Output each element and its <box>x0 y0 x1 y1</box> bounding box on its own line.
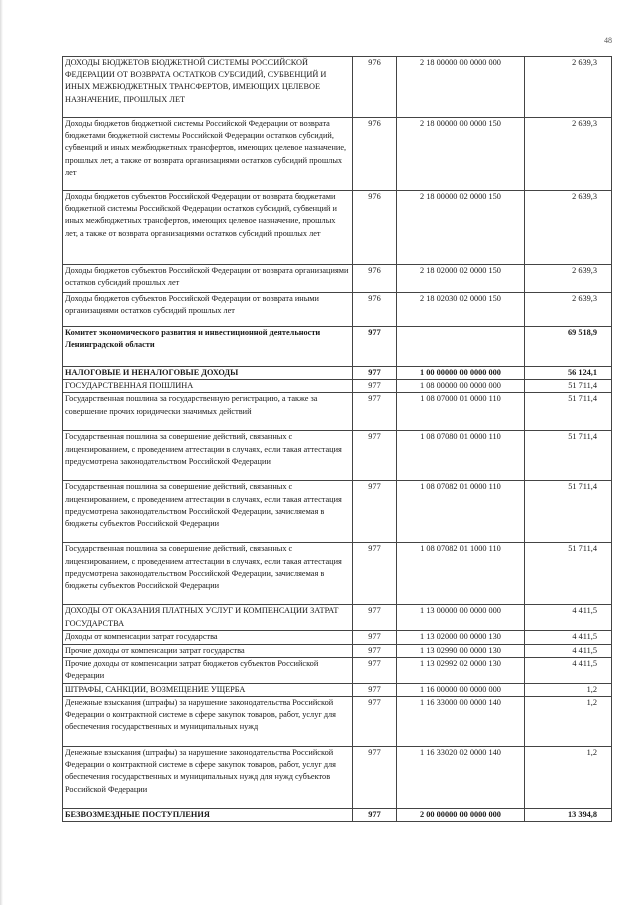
row-amount: 2 639,3 <box>525 191 612 265</box>
row-budget-code: 1 00 00000 00 0000 000 <box>397 367 525 380</box>
row-budget-code: 1 08 07082 01 0000 110 <box>397 481 525 543</box>
table-row <box>63 380 612 393</box>
row-amount: 1,2 <box>525 697 612 747</box>
row-amount: 69 518,9 <box>525 327 612 367</box>
table-row <box>63 265 612 293</box>
row-description: Доходы от компенсации затрат государства <box>63 631 353 644</box>
row-admin-code: 977 <box>353 481 397 543</box>
row-admin-code: 977 <box>353 683 397 696</box>
row-admin-code: 977 <box>353 644 397 657</box>
row-amount: 2 639,3 <box>525 265 612 293</box>
row-budget-code: 1 13 02992 02 0000 130 <box>397 657 525 683</box>
row-amount: 2 639,3 <box>525 57 612 118</box>
table-row <box>63 393 612 431</box>
row-budget-code: 2 18 00000 00 0000 150 <box>397 118 525 191</box>
row-description: Доходы бюджетов бюджетной системы Российской Федерации от возврата бюджетами бюджетной системы Российской Федерации остатков субсидий, субвенций и иных межбюджетных трансфертов, имеющих целевое назначение, прошлых лет, а также от возврата организациями остатков субсидий прошлых лет <box>63 118 353 191</box>
row-amount: 51 711,4 <box>525 431 612 481</box>
row-description: НАЛОГОВЫЕ И НЕНАЛОГОВЫЕ ДОХОДЫ <box>63 367 353 380</box>
table-row <box>63 657 612 683</box>
table-row <box>63 327 612 367</box>
row-budget-code: 1 16 00000 00 0000 000 <box>397 683 525 696</box>
table-row <box>63 697 612 747</box>
row-description: Государственная пошлина за государственную регистрацию, а также за совершение прочих юридически значимых действий <box>63 393 353 431</box>
table-row <box>63 431 612 481</box>
row-budget-code: 1 13 00000 00 0000 000 <box>397 605 525 631</box>
row-admin-code: 977 <box>353 631 397 644</box>
revenue-table-container <box>62 56 612 822</box>
row-admin-code: 977 <box>353 327 397 367</box>
row-budget-code: 1 08 07080 01 0000 110 <box>397 431 525 481</box>
revenue-table <box>62 56 612 822</box>
row-amount: 4 411,5 <box>525 644 612 657</box>
row-budget-code: 1 13 02000 00 0000 130 <box>397 631 525 644</box>
table-row <box>63 481 612 543</box>
row-description: Прочие доходы от компенсации затрат бюджетов субъектов Российской Федерации <box>63 657 353 683</box>
row-amount: 4 411,5 <box>525 605 612 631</box>
row-description: Доходы бюджетов субъектов Российской Федерации от возврата иными организациями остатков субсидий прошлых лет <box>63 293 353 327</box>
row-admin-code: 977 <box>353 809 397 822</box>
row-budget-code: 1 08 07000 01 0000 110 <box>397 393 525 431</box>
row-admin-code: 977 <box>353 367 397 380</box>
row-amount: 13 394,8 <box>525 809 612 822</box>
table-row <box>63 293 612 327</box>
table-row <box>63 367 612 380</box>
row-description: Государственная пошлина за совершение действий, связанных с лицензированием, с проведением аттестации в случаях, если такая аттестация предусмотрена законодательством Российской Федерации, зачисляемая в бюджеты субъектов Российской Федерации <box>63 543 353 605</box>
scan-edge <box>0 0 3 905</box>
row-amount: 51 711,4 <box>525 481 612 543</box>
row-admin-code: 976 <box>353 57 397 118</box>
row-description: Комитет экономического развития и инвестиционной деятельности Ленинградской области <box>63 327 353 367</box>
row-budget-code <box>397 327 525 367</box>
row-budget-code: 2 18 00000 02 0000 150 <box>397 191 525 265</box>
table-row <box>63 747 612 809</box>
table-row <box>63 644 612 657</box>
table-row <box>63 57 612 118</box>
row-description: ДОХОДЫ ОТ ОКАЗАНИЯ ПЛАТНЫХ УСЛУГ И КОМПЕНСАЦИИ ЗАТРАТ ГОСУДАРСТВА <box>63 605 353 631</box>
row-description: Государственная пошлина за совершение действий, связанных с лицензированием, с проведением аттестации в случаях, если такая аттестация предусмотрена законодательством Российской Федерации, зачисляемая в бюджеты субъектов Российской Федерации <box>63 481 353 543</box>
row-amount: 2 639,3 <box>525 293 612 327</box>
row-admin-code: 976 <box>353 118 397 191</box>
table-row <box>63 543 612 605</box>
row-admin-code: 977 <box>353 697 397 747</box>
page-number: 48 <box>604 36 612 45</box>
row-description: Доходы бюджетов субъектов Российской Федерации от возврата бюджетами бюджетной системы Российской Федерации остатков субсидий, субвенций и иных межбюджетных трансфертов, имеющих целевое назначение, прошлых лет, а также от возврата организациями остатков субсидий прошлых лет <box>63 191 353 265</box>
row-admin-code: 977 <box>353 431 397 481</box>
row-budget-code: 1 16 33020 02 0000 140 <box>397 747 525 809</box>
row-admin-code: 977 <box>353 657 397 683</box>
table-row <box>63 118 612 191</box>
table-row <box>63 683 612 696</box>
table-row <box>63 191 612 265</box>
row-admin-code: 976 <box>353 265 397 293</box>
row-admin-code: 977 <box>353 605 397 631</box>
table-row <box>63 631 612 644</box>
row-budget-code: 2 00 00000 00 0000 000 <box>397 809 525 822</box>
row-amount: 1,2 <box>525 683 612 696</box>
row-budget-code: 1 08 07082 01 1000 110 <box>397 543 525 605</box>
row-amount: 2 639,3 <box>525 118 612 191</box>
row-amount: 56 124,1 <box>525 367 612 380</box>
row-admin-code: 977 <box>353 747 397 809</box>
row-description: Денежные взыскания (штрафы) за нарушение законодательства Российской Федерации о контрактной системе в сфере закупок товаров, работ, услуг для обеспечения государственных и муниципальных нужд <box>63 697 353 747</box>
row-description: Государственная пошлина за совершение действий, связанных с лицензированием, с проведением аттестации в случаях, если такая аттестация предусмотрена законодательством Российской Федерации <box>63 431 353 481</box>
row-description: Прочие доходы от компенсации затрат государства <box>63 644 353 657</box>
row-amount: 4 411,5 <box>525 657 612 683</box>
row-amount: 51 711,4 <box>525 380 612 393</box>
row-description: ДОХОДЫ БЮДЖЕТОВ БЮДЖЕТНОЙ СИСТЕМЫ РОССИЙСКОЙ ФЕДЕРАЦИИ ОТ ВОЗВРАТА ОСТАТКОВ СУБСИДИЙ, СУБВЕНЦИЙ И ИНЫХ МЕЖБЮДЖЕТНЫХ ТРАНСФЕРТОВ, ИМЕЮЩИХ ЦЕЛЕВОЕ НАЗНАЧЕНИЕ, ПРОШЛЫХ ЛЕТ <box>63 57 353 118</box>
row-amount: 1,2 <box>525 747 612 809</box>
row-description: БЕЗВОЗМЕЗДНЫЕ ПОСТУПЛЕНИЯ <box>63 809 353 822</box>
table-row <box>63 605 612 631</box>
row-amount: 4 411,5 <box>525 631 612 644</box>
row-budget-code: 1 08 00000 00 0000 000 <box>397 380 525 393</box>
row-description: Денежные взыскания (штрафы) за нарушение законодательства Российской Федерации о контрактной системе в сфере закупок товаров, работ, услуг для обеспечения государственных и муниципальных нужд для нужд субъектов Российской Федерации <box>63 747 353 809</box>
row-budget-code: 2 18 00000 00 0000 000 <box>397 57 525 118</box>
row-budget-code: 2 18 02000 02 0000 150 <box>397 265 525 293</box>
row-admin-code: 976 <box>353 191 397 265</box>
row-budget-code: 2 18 02030 02 0000 150 <box>397 293 525 327</box>
row-admin-code: 977 <box>353 543 397 605</box>
table-row <box>63 809 612 822</box>
row-budget-code: 1 13 02990 00 0000 130 <box>397 644 525 657</box>
row-admin-code: 977 <box>353 393 397 431</box>
row-budget-code: 1 16 33000 00 0000 140 <box>397 697 525 747</box>
row-description: ГОСУДАРСТВЕННАЯ ПОШЛИНА <box>63 380 353 393</box>
row-admin-code: 976 <box>353 293 397 327</box>
row-description: ШТРАФЫ, САНКЦИИ, ВОЗМЕЩЕНИЕ УЩЕРБА <box>63 683 353 696</box>
row-amount: 51 711,4 <box>525 543 612 605</box>
row-description: Доходы бюджетов субъектов Российской Федерации от возврата организациями остатков субсидий прошлых лет <box>63 265 353 293</box>
row-admin-code: 977 <box>353 380 397 393</box>
row-amount: 51 711,4 <box>525 393 612 431</box>
